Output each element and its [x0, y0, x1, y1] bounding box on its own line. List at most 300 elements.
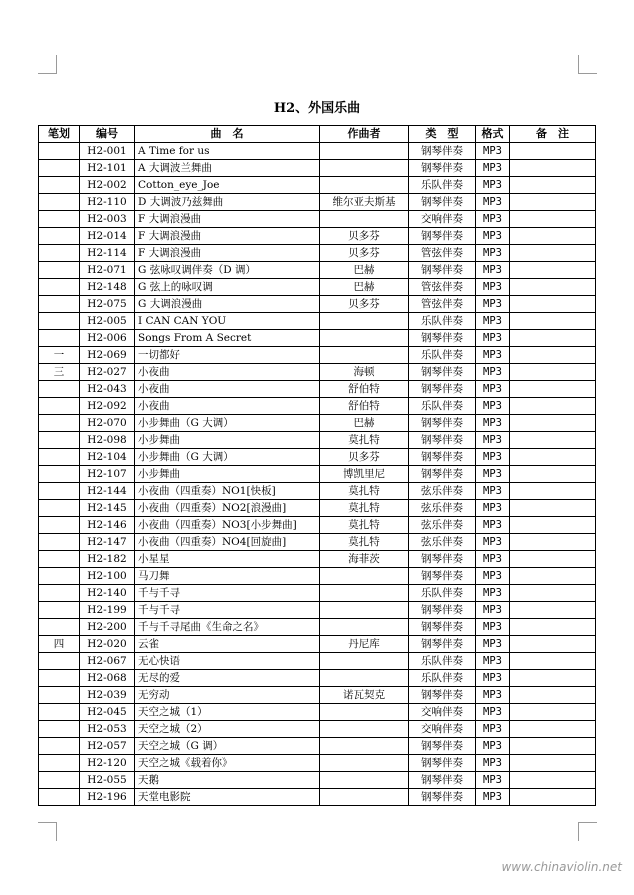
cell-remark [510, 687, 596, 704]
cell-format: MP3 [476, 313, 510, 330]
cell-composer: 诺瓦契克 [320, 687, 409, 704]
cell-stroke [39, 245, 80, 262]
cell-stroke [39, 653, 80, 670]
table-row [39, 330, 596, 347]
cell-type: 交响伴奏 [409, 721, 476, 738]
cell-stroke [39, 789, 80, 806]
cell-stroke [39, 551, 80, 568]
cell-composer: 维尔亚夫斯基 [320, 194, 409, 211]
cell-format: MP3 [476, 602, 510, 619]
cell-type: 钢琴伴奏 [409, 330, 476, 347]
cell-stroke [39, 738, 80, 755]
cell-type: 管弦伴奏 [409, 279, 476, 296]
cell-format: MP3 [476, 636, 510, 653]
table-row [39, 313, 596, 330]
cell-remark [510, 398, 596, 415]
cell-composer: 贝多芬 [320, 296, 409, 313]
cell-stroke [39, 500, 80, 517]
cell-code: H2-053 [80, 721, 135, 738]
cell-format: MP3 [476, 619, 510, 636]
cell-type: 交响伴奏 [409, 704, 476, 721]
cell-format: MP3 [476, 228, 510, 245]
header-remark: 备 注 [510, 126, 596, 143]
crop-mark-top-left [38, 55, 57, 74]
cell-code: H2-145 [80, 500, 135, 517]
cell-format: MP3 [476, 483, 510, 500]
cell-code: H2-107 [80, 466, 135, 483]
table-row [39, 466, 596, 483]
cell-stroke [39, 670, 80, 687]
cell-remark [510, 500, 596, 517]
cell-remark [510, 432, 596, 449]
cell-composer: 海顿 [320, 364, 409, 381]
cell-name: 小夜曲（四重奏）NO1[快板] [135, 483, 320, 500]
table-row [39, 143, 596, 160]
crop-mark-bottom-right [578, 822, 597, 841]
cell-code: H2-200 [80, 619, 135, 636]
cell-format: MP3 [476, 738, 510, 755]
cell-composer [320, 721, 409, 738]
cell-composer: 莫扎特 [320, 534, 409, 551]
cell-type: 管弦伴奏 [409, 296, 476, 313]
cell-type: 钢琴伴奏 [409, 449, 476, 466]
cell-remark [510, 636, 596, 653]
cell-type: 钢琴伴奏 [409, 160, 476, 177]
cell-composer: 莫扎特 [320, 500, 409, 517]
cell-format: MP3 [476, 398, 510, 415]
cell-type: 乐队伴奏 [409, 585, 476, 602]
cell-name: 天空之城（2） [135, 721, 320, 738]
cell-format: MP3 [476, 551, 510, 568]
cell-remark [510, 415, 596, 432]
cell-code: H2-144 [80, 483, 135, 500]
cell-type: 钢琴伴奏 [409, 381, 476, 398]
cell-composer [320, 772, 409, 789]
cell-type: 钢琴伴奏 [409, 687, 476, 704]
cell-stroke [39, 619, 80, 636]
cell-format: MP3 [476, 381, 510, 398]
cell-format: MP3 [476, 211, 510, 228]
cell-type: 乐队伴奏 [409, 670, 476, 687]
cell-stroke [39, 602, 80, 619]
cell-type: 弦乐伴奏 [409, 534, 476, 551]
cell-name: 无尽的爱 [135, 670, 320, 687]
cell-remark [510, 381, 596, 398]
cell-type: 钢琴伴奏 [409, 636, 476, 653]
cell-remark [510, 738, 596, 755]
cell-stroke [39, 211, 80, 228]
cell-type: 钢琴伴奏 [409, 789, 476, 806]
cell-name: 小夜曲（四重奏）NO2[浪漫曲] [135, 500, 320, 517]
cell-composer: 巴赫 [320, 279, 409, 296]
cell-type: 钢琴伴奏 [409, 432, 476, 449]
cell-code: H2-199 [80, 602, 135, 619]
cell-type: 钢琴伴奏 [409, 755, 476, 772]
cell-remark [510, 347, 596, 364]
cell-format: MP3 [476, 262, 510, 279]
cell-remark [510, 245, 596, 262]
cell-name: 小步舞曲 [135, 466, 320, 483]
cell-type: 钢琴伴奏 [409, 602, 476, 619]
cell-name: A 大调波兰舞曲 [135, 160, 320, 177]
table-row [39, 262, 596, 279]
cell-type: 钢琴伴奏 [409, 262, 476, 279]
cell-remark [510, 789, 596, 806]
cell-format: MP3 [476, 347, 510, 364]
cell-type: 钢琴伴奏 [409, 568, 476, 585]
cell-format: MP3 [476, 466, 510, 483]
table-row [39, 721, 596, 738]
cell-stroke [39, 483, 80, 500]
cell-type: 钢琴伴奏 [409, 143, 476, 160]
table-row [39, 160, 596, 177]
cell-name: 小步舞曲（G 大调） [135, 415, 320, 432]
cell-type: 钢琴伴奏 [409, 194, 476, 211]
table-row [39, 296, 596, 313]
cell-format: MP3 [476, 534, 510, 551]
cell-name: 小步舞曲 [135, 432, 320, 449]
cell-code: H2-147 [80, 534, 135, 551]
table-row [39, 636, 596, 653]
cell-format: MP3 [476, 245, 510, 262]
cell-name: D 大调波乃兹舞曲 [135, 194, 320, 211]
cell-format: MP3 [476, 704, 510, 721]
cell-composer [320, 755, 409, 772]
cell-remark [510, 466, 596, 483]
table-row [39, 432, 596, 449]
cell-composer: 丹尼库 [320, 636, 409, 653]
cell-code: H2-039 [80, 687, 135, 704]
cell-remark [510, 228, 596, 245]
cell-remark [510, 160, 596, 177]
cell-format: MP3 [476, 194, 510, 211]
cell-stroke [39, 313, 80, 330]
cell-stroke [39, 568, 80, 585]
cell-name: Songs From A Secret [135, 330, 320, 347]
cell-stroke [39, 755, 80, 772]
cell-stroke [39, 279, 80, 296]
cell-remark [510, 653, 596, 670]
cell-name: 千与千寻 [135, 602, 320, 619]
table-row [39, 687, 596, 704]
cell-stroke [39, 143, 80, 160]
cell-type: 钢琴伴奏 [409, 466, 476, 483]
cell-remark [510, 211, 596, 228]
cell-remark [510, 279, 596, 296]
page-title: H2、外国乐曲 [273, 101, 361, 116]
table-row [39, 177, 596, 194]
cell-code: H2-148 [80, 279, 135, 296]
table-row [39, 347, 596, 364]
cell-type: 管弦伴奏 [409, 245, 476, 262]
cell-name: 小夜曲 [135, 364, 320, 381]
cell-code: H2-098 [80, 432, 135, 449]
cell-stroke [39, 330, 80, 347]
cell-format: MP3 [476, 415, 510, 432]
cell-stroke [39, 449, 80, 466]
cell-type: 乐队伴奏 [409, 347, 476, 364]
cell-code: H2-114 [80, 245, 135, 262]
cell-remark [510, 721, 596, 738]
cell-remark [510, 619, 596, 636]
cell-composer: 海菲茨 [320, 551, 409, 568]
table-body [39, 143, 596, 806]
cell-format: MP3 [476, 177, 510, 194]
cell-format: MP3 [476, 653, 510, 670]
header-type: 类 型 [409, 126, 476, 143]
cell-type: 钢琴伴奏 [409, 619, 476, 636]
cell-remark [510, 483, 596, 500]
cell-remark [510, 262, 596, 279]
cell-name: 天空之城《载着你》 [135, 755, 320, 772]
cell-code: H2-027 [80, 364, 135, 381]
table-row [39, 517, 596, 534]
cell-code: H2-182 [80, 551, 135, 568]
table-row [39, 449, 596, 466]
cell-code: H2-069 [80, 347, 135, 364]
cell-format: MP3 [476, 160, 510, 177]
cell-composer [320, 670, 409, 687]
cell-stroke [39, 585, 80, 602]
cell-remark [510, 755, 596, 772]
cell-format: MP3 [476, 364, 510, 381]
table-row [39, 772, 596, 789]
cell-code: H2-120 [80, 755, 135, 772]
cell-remark [510, 670, 596, 687]
cell-remark [510, 585, 596, 602]
cell-code: H2-003 [80, 211, 135, 228]
cell-format: MP3 [476, 330, 510, 347]
cell-remark [510, 449, 596, 466]
cell-stroke [39, 194, 80, 211]
cell-code: H2-146 [80, 517, 135, 534]
cell-code: H2-140 [80, 585, 135, 602]
cell-stroke [39, 296, 80, 313]
cell-type: 乐队伴奏 [409, 177, 476, 194]
cell-remark [510, 551, 596, 568]
cell-remark [510, 143, 596, 160]
table-row [39, 483, 596, 500]
cell-name: 千与千寻 [135, 585, 320, 602]
cell-remark [510, 296, 596, 313]
cell-type: 钢琴伴奏 [409, 738, 476, 755]
cell-composer: 舒伯特 [320, 381, 409, 398]
cell-format: MP3 [476, 517, 510, 534]
cell-name: 小夜曲（四重奏）NO4[回旋曲] [135, 534, 320, 551]
music-table [38, 125, 596, 806]
cell-name: G 弦咏叹调伴奏（D 调） [135, 262, 320, 279]
cell-composer: 贝多芬 [320, 245, 409, 262]
table-row [39, 228, 596, 245]
cell-format: MP3 [476, 432, 510, 449]
cell-composer [320, 143, 409, 160]
cell-name: 小夜曲（四重奏）NO3[小步舞曲] [135, 517, 320, 534]
cell-type: 弦乐伴奏 [409, 483, 476, 500]
table-row [39, 381, 596, 398]
table-row [39, 415, 596, 432]
cell-format: MP3 [476, 670, 510, 687]
cell-name: 天堂电影院 [135, 789, 320, 806]
cell-name: 天空之城（1） [135, 704, 320, 721]
cell-remark [510, 364, 596, 381]
cell-stroke [39, 160, 80, 177]
cell-stroke [39, 721, 80, 738]
cell-type: 钢琴伴奏 [409, 228, 476, 245]
cell-name: 无穷动 [135, 687, 320, 704]
cell-type: 乐队伴奏 [409, 653, 476, 670]
cell-composer: 贝多芬 [320, 228, 409, 245]
cell-stroke [39, 704, 80, 721]
cell-composer [320, 177, 409, 194]
cell-name: G 弦上的咏叹调 [135, 279, 320, 296]
table-row [39, 602, 596, 619]
table-row [39, 755, 596, 772]
cell-stroke [39, 262, 80, 279]
cell-stroke [39, 517, 80, 534]
cell-format: MP3 [476, 279, 510, 296]
header-format: 格式 [476, 126, 510, 143]
cell-name: 天鹅 [135, 772, 320, 789]
cell-code: H2-196 [80, 789, 135, 806]
cell-code: H2-005 [80, 313, 135, 330]
cell-composer: 莫扎特 [320, 517, 409, 534]
cell-format: MP3 [476, 500, 510, 517]
cell-stroke [39, 381, 80, 398]
table-row [39, 568, 596, 585]
cell-code: H2-070 [80, 415, 135, 432]
cell-name: 无心快语 [135, 653, 320, 670]
cell-remark [510, 330, 596, 347]
cell-code: H2-075 [80, 296, 135, 313]
cell-type: 弦乐伴奏 [409, 517, 476, 534]
cell-format: MP3 [476, 585, 510, 602]
cell-format: MP3 [476, 772, 510, 789]
cell-name: F 大调浪漫曲 [135, 211, 320, 228]
cell-code: H2-068 [80, 670, 135, 687]
cell-name: G 大调浪漫曲 [135, 296, 320, 313]
cell-code: H2-014 [80, 228, 135, 245]
cell-code: H2-101 [80, 160, 135, 177]
cell-format: MP3 [476, 143, 510, 160]
cell-type: 乐队伴奏 [409, 398, 476, 415]
cell-format: MP3 [476, 296, 510, 313]
cell-name: 千与千寻尾曲《生命之名》 [135, 619, 320, 636]
header-code: 编号 [80, 126, 135, 143]
watermark: www.chinaviolin.net [501, 860, 622, 874]
cell-composer [320, 568, 409, 585]
cell-composer: 巴赫 [320, 415, 409, 432]
cell-format: MP3 [476, 789, 510, 806]
cell-remark [510, 534, 596, 551]
cell-composer [320, 602, 409, 619]
cell-stroke: 三 [39, 364, 80, 381]
cell-code: H2-092 [80, 398, 135, 415]
cell-type: 弦乐伴奏 [409, 500, 476, 517]
table-row [39, 398, 596, 415]
cell-composer [320, 653, 409, 670]
cell-stroke: 四 [39, 636, 80, 653]
cell-format: MP3 [476, 755, 510, 772]
cell-name: F 大调浪漫曲 [135, 245, 320, 262]
cell-format: MP3 [476, 449, 510, 466]
cell-composer: 莫扎特 [320, 483, 409, 500]
table-row [39, 704, 596, 721]
cell-format: MP3 [476, 568, 510, 585]
cell-code: H2-001 [80, 143, 135, 160]
cell-name: 小星星 [135, 551, 320, 568]
cell-code: H2-071 [80, 262, 135, 279]
cell-name: 一切都好 [135, 347, 320, 364]
cell-composer [320, 585, 409, 602]
cell-name: 云雀 [135, 636, 320, 653]
table-row [39, 211, 596, 228]
table-row [39, 194, 596, 211]
cell-remark [510, 568, 596, 585]
cell-name: A Time for us [135, 143, 320, 160]
table-row [39, 653, 596, 670]
cell-composer: 舒伯特 [320, 398, 409, 415]
cell-remark [510, 602, 596, 619]
cell-name: 小步舞曲（G 大调） [135, 449, 320, 466]
cell-composer: 贝多芬 [320, 449, 409, 466]
cell-composer [320, 313, 409, 330]
cell-type: 钢琴伴奏 [409, 772, 476, 789]
cell-name: F 大调浪漫曲 [135, 228, 320, 245]
cell-code: H2-104 [80, 449, 135, 466]
cell-composer [320, 330, 409, 347]
header-stroke: 笔划 [39, 126, 80, 143]
cell-remark [510, 772, 596, 789]
cell-code: H2-067 [80, 653, 135, 670]
cell-type: 钢琴伴奏 [409, 364, 476, 381]
cell-name: Cotton_eye_Joe [135, 177, 320, 194]
cell-composer [320, 704, 409, 721]
cell-code: H2-057 [80, 738, 135, 755]
cell-composer: 博凯里尼 [320, 466, 409, 483]
cell-composer [320, 738, 409, 755]
cell-format: MP3 [476, 687, 510, 704]
cell-code: H2-002 [80, 177, 135, 194]
cell-composer: 巴赫 [320, 262, 409, 279]
table-row [39, 500, 596, 517]
crop-mark-bottom-left [38, 822, 57, 841]
cell-type: 钢琴伴奏 [409, 551, 476, 568]
header-composer: 作曲者 [320, 126, 409, 143]
table-row [39, 551, 596, 568]
cell-stroke [39, 534, 80, 551]
table-row [39, 245, 596, 262]
cell-format: MP3 [476, 721, 510, 738]
cell-code: H2-100 [80, 568, 135, 585]
table-row [39, 619, 596, 636]
cell-type: 交响伴奏 [409, 211, 476, 228]
cell-stroke [39, 398, 80, 415]
table-row [39, 670, 596, 687]
table-row [39, 738, 596, 755]
cell-stroke [39, 177, 80, 194]
cell-code: H2-045 [80, 704, 135, 721]
table-row [39, 364, 596, 381]
cell-name: 马刀舞 [135, 568, 320, 585]
cell-name: 小夜曲 [135, 398, 320, 415]
header-name: 曲 名 [135, 126, 320, 143]
cell-stroke [39, 772, 80, 789]
cell-type: 乐队伴奏 [409, 313, 476, 330]
cell-name: 天空之城（G 调） [135, 738, 320, 755]
crop-mark-top-right [578, 55, 597, 74]
table-header-row [39, 126, 596, 143]
cell-code: H2-055 [80, 772, 135, 789]
